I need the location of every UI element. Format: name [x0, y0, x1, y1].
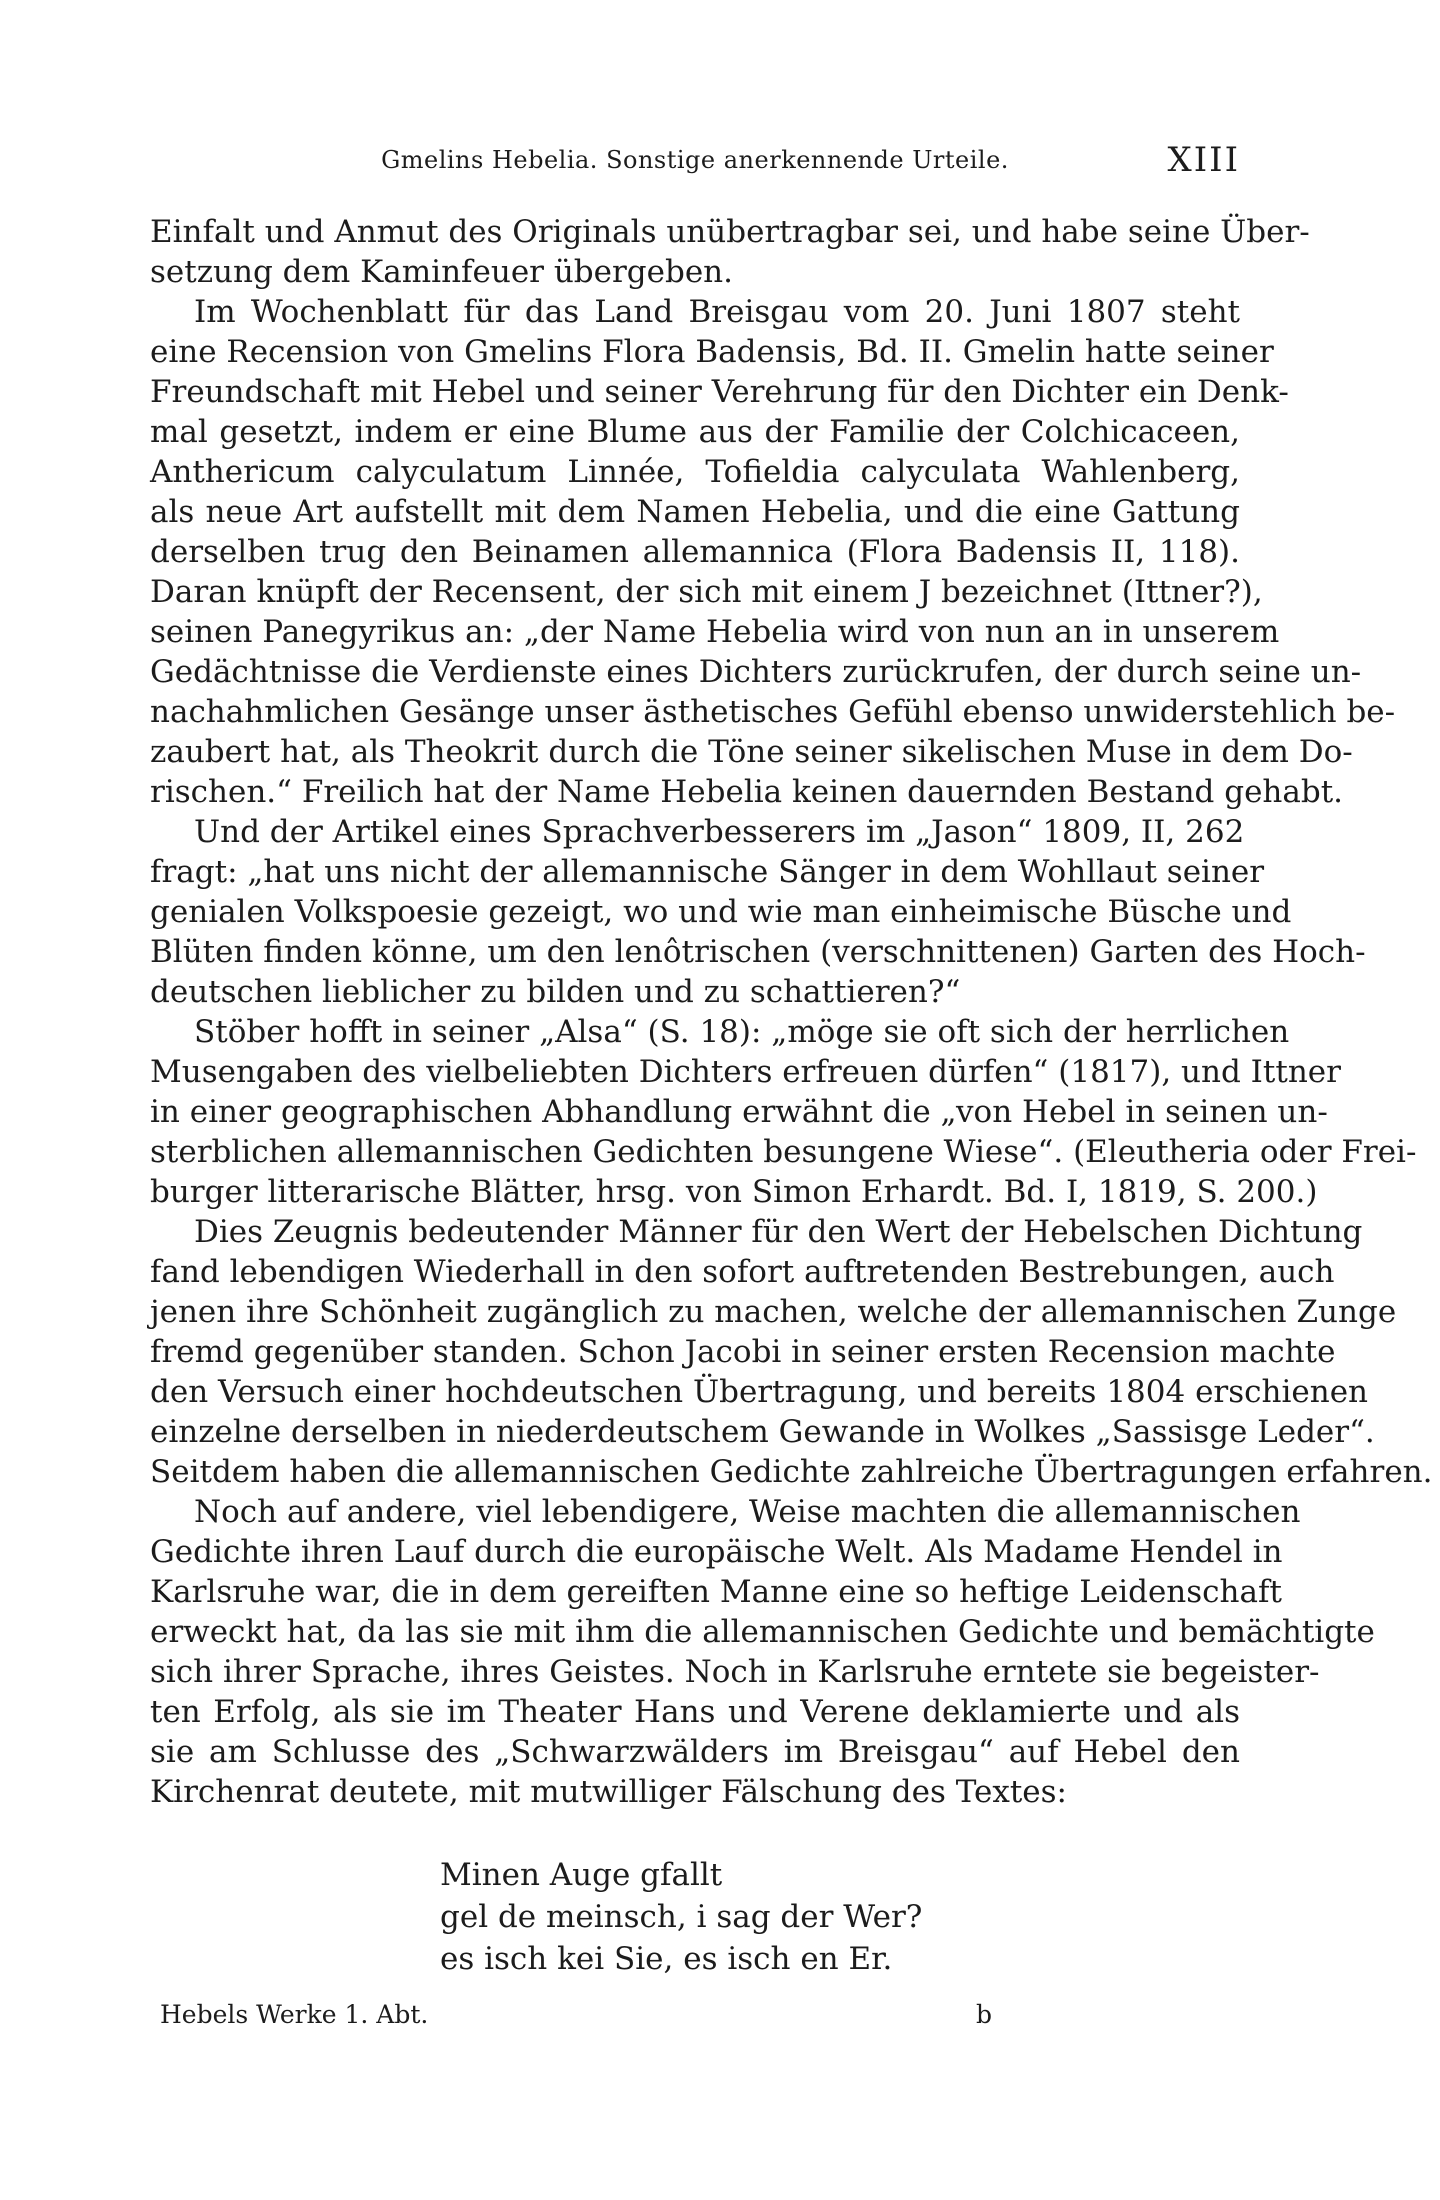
- text-line: den Versuch einer hochdeutschen Übertragung, und bereits 1804 erschienen: [150, 1374, 1369, 1410]
- text-line: fremd gegenüber standen. Schon Jacobi in seiner ersten Recension machte: [150, 1334, 1336, 1370]
- text-line: Kirchenrat deutete, mit mutwilliger Fälschung des Textes:: [150, 1774, 1067, 1810]
- text-line: fragt: „hat uns nicht der allemannische Sänger in dem Wohllaut seiner: [150, 854, 1265, 890]
- text-line: Dies Zeugnis bedeutender Männer für den Wert der Hebelschen Dichtung: [194, 1214, 1363, 1250]
- text-line: Gedichte ihren Lauf durch die europäische Welt. Als Madame Hendel in: [150, 1534, 1283, 1570]
- signature-line: Hebels Werke 1. Abt.: [160, 2000, 429, 2029]
- text-line: Noch auf andere, viel lebendigere, Weise machten die allemannischen: [194, 1494, 1301, 1530]
- text-line: Gedächtnisse die Verdienste eines Dichters zurückrufen, der durch seine un-: [150, 654, 1362, 690]
- text-line: sterblichen allemannischen Gedichten besungene Wiese“. (Eleutheria oder Frei-: [150, 1134, 1417, 1170]
- page-footer: [160, 2000, 1000, 2040]
- text-line: zaubert hat, als Theokrit durch die Töne seiner sikelischen Muse in dem Do-: [150, 734, 1353, 770]
- text-line: seinen Panegyrikus an: „der Name Hebelia wird von nun an in unserem: [150, 614, 1280, 650]
- text-line: Karlsruhe war, die in dem gereiften Manne eine so heftige Leidenschaft: [150, 1574, 1282, 1610]
- text-line: setzung dem Kaminfeuer übergeben.: [150, 254, 734, 290]
- text-line: Und der Artikel eines Sprachverbesserers im „Jason“ 1809, II, 262: [194, 814, 1245, 850]
- text-line: Daran knüpft der Recensent, der sich mit einem J bezeichnet (Ittner?),: [150, 574, 1263, 610]
- running-title: Gmelins Hebelia. Sonstige anerkennende Urteile.: [381, 146, 1009, 174]
- text-line: jenen ihre Schönheit zugänglich zu machen, welche der allemannischen Zunge: [150, 1294, 1397, 1330]
- text-line: eine Recension von Gmelins Flora Badensis, Bd. II. Gmelin hatte seiner: [150, 334, 1274, 370]
- sheet-mark: b: [976, 2000, 993, 2029]
- body-text: [150, 212, 1433, 1812]
- text-line: einzelne derselben in niederdeutschem Gewande in Wolkes „Sassisge Leder“.: [150, 1414, 1375, 1450]
- text-line: nachahmlichen Gesänge unser ästhetisches Gefühl ebenso unwiderstehlich be-: [150, 694, 1396, 730]
- text-line: rischen.“ Freilich hat der Name Hebelia keinen dauernden Bestand gehabt.: [150, 774, 1344, 810]
- text-line: Im Wochenblatt für das Land Breisgau vom 20. Juni 1807 steht: [194, 294, 1240, 330]
- verse-line: gel de meinsch, i sag der Wer?: [440, 1899, 923, 1935]
- text-line: fand lebendigen Wiederhall in den sofort auftretenden Bestrebungen, auch: [150, 1254, 1335, 1290]
- running-head: [150, 140, 1240, 180]
- verse-line: Minen Auge gfallt: [440, 1857, 723, 1893]
- text-line: erweckt hat, da las sie mit ihm die allemannischen Gedichte und bemächtigte: [150, 1614, 1375, 1650]
- text-line: Blüten finden könne, um den lenôtrischen (verschnittenen) Garten des Hoch-: [150, 934, 1366, 970]
- text-line: derselben trug den Beinamen allemannica (Flora Badensis II, 118).: [150, 534, 1240, 570]
- text-line: sie am Schlusse des „Schwarzwälders im Breisgau“ auf Hebel den: [150, 1734, 1240, 1770]
- text-line: in einer geographischen Abhandlung erwähnt die „von Hebel in seinen un-: [150, 1094, 1328, 1130]
- text-line: Freundschaft mit Hebel und seiner Verehrung für den Dichter ein Denk-: [150, 374, 1289, 410]
- text-line: deutschen lieblicher zu bilden und zu schattieren?“: [150, 974, 961, 1010]
- text-line: als neue Art aufstellt mit dem Namen Hebelia, und die eine Gattung: [150, 494, 1240, 530]
- text-line: Einfalt und Anmut des Originals unübertragbar sei, und habe seine Über-: [150, 214, 1310, 250]
- text-line: ten Erfolg, als sie im Theater Hans und Verene deklamierte und als: [150, 1694, 1240, 1730]
- text-line: burger litterarische Blätter, hrsg. von Simon Erhardt. Bd. I, 1819, S. 200.): [150, 1174, 1318, 1210]
- text-line: genialen Volkspoesie gezeigt, wo und wie man einheimische Büsche und: [150, 894, 1292, 930]
- text-line: Anthericum calyculatum Linnée, Tofieldia calyculata Wahlenberg,: [150, 454, 1240, 490]
- text-line: sich ihrer Sprache, ihres Geistes. Noch in Karlsruhe erntete sie begeister-: [150, 1654, 1320, 1690]
- text-line: Seitdem haben die allemannischen Gedichte zahlreiche Übertragungen erfahren.: [150, 1454, 1433, 1490]
- verse-line: es isch kei Sie, es isch en Er.: [440, 1941, 893, 1977]
- text-line: mal gesetzt, indem er eine Blume aus der Familie der Colchicaceen,: [150, 414, 1240, 450]
- text-line: Stöber hofft in seiner „Alsa“ (S. 18): „möge sie oft sich der herrlichen: [194, 1014, 1290, 1050]
- page-number: XIII: [1167, 140, 1240, 180]
- text-line: Musengaben des vielbeliebten Dichters erfreuen dürfen“ (1817), und Ittner: [150, 1054, 1341, 1090]
- verse-quotation: [440, 1854, 922, 1980]
